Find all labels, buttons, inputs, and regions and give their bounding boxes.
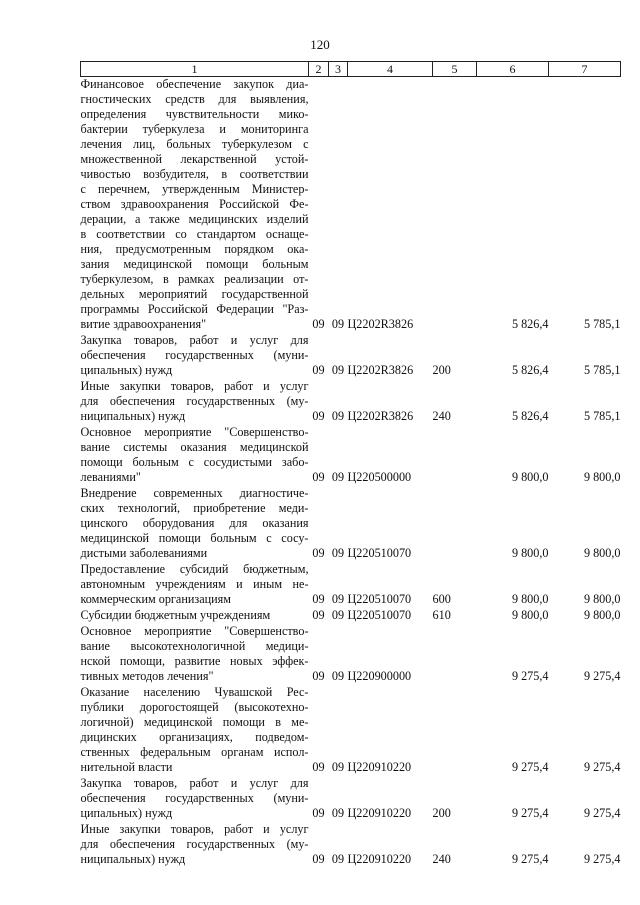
row-amount-2: 9 275,4 (583, 760, 621, 774)
row-name (81, 624, 309, 685)
row-expense-type: 240 (432, 852, 451, 866)
row-subsection: 09 (331, 852, 345, 866)
column-header-5: 5 (433, 62, 477, 77)
row-name-line: медицинской помощи больным с сосу- (80, 531, 309, 545)
row-amount-1: 9 275,4 (511, 852, 549, 866)
column-header-7: 7 (549, 62, 621, 77)
row-target-article: Ц2202R3826 (347, 363, 414, 377)
row-subsection: 09 (331, 760, 345, 774)
row-name-line: с перечнем, утвержденным Министер- (80, 182, 309, 196)
row-name-line: для обеспечения государственных (му- (80, 837, 309, 851)
row-section: 09 (312, 806, 325, 820)
row-name-line: тивных методов лечения" (80, 669, 214, 683)
row-name-line: Основное мероприятие "Совершенство- (80, 624, 309, 638)
row-target-article: Ц220510070 (347, 608, 412, 622)
row-expense-type (433, 685, 477, 776)
column-header-2: 2 (309, 62, 329, 77)
row-target-article: Ц220500000 (347, 470, 412, 484)
page-number: 120 (310, 37, 330, 52)
row-name-line: дицинских организациях, подведом- (80, 730, 309, 744)
row-name (81, 77, 309, 334)
row-name-line: Внедрение современных диагностиче- (80, 486, 309, 500)
row-amount-1: 5 826,4 (511, 363, 549, 377)
table-row (81, 562, 621, 608)
row-subsection: 09 (331, 608, 345, 622)
row-subsection: 09 (331, 546, 345, 560)
table-row (81, 77, 621, 334)
row-name-line: логичной) медицинской помощи в ме- (80, 715, 309, 729)
row-name-line: коммерческим организациям (80, 592, 231, 606)
row-amount-1: 9 275,4 (511, 760, 549, 774)
row-name (81, 685, 309, 776)
row-name-line: помощи больным с сосудистыми забо- (80, 455, 309, 469)
row-name (81, 333, 309, 379)
row-amount-2: 9 275,4 (583, 852, 621, 866)
row-name (81, 379, 309, 425)
row-name-line: Финансовое обеспечение закупок диа- (80, 77, 309, 91)
row-name-line: Закупка товаров, работ и услуг для (80, 776, 309, 790)
row-name (81, 486, 309, 562)
row-expense-type: 200 (432, 806, 451, 820)
row-subsection: 09 (331, 470, 345, 484)
row-name-line: ния, предусмотренным порядком ока- (80, 242, 309, 256)
row-name-line: дельных мероприятий государственной (80, 287, 309, 301)
row-name (81, 822, 309, 868)
row-name-line: вание высокотехнологичной медици- (80, 639, 309, 653)
row-name-line: ниципальных) нужд (80, 852, 186, 866)
table-row (81, 608, 621, 624)
row-section: 09 (312, 470, 325, 484)
column-header-4: 4 (348, 62, 433, 77)
row-amount-1: 5 826,4 (511, 317, 549, 331)
row-expense-type: 200 (432, 363, 451, 377)
row-subsection: 09 (331, 669, 345, 683)
table-row (81, 776, 621, 822)
row-name-line: Закупка товаров, работ и услуг для (80, 333, 309, 347)
row-name-line: ниципальных) нужд (80, 409, 186, 423)
column-header-3: 3 (329, 62, 348, 77)
row-subsection: 09 (331, 592, 345, 606)
table-row (81, 379, 621, 425)
column-header-row (81, 62, 621, 77)
row-amount-2: 5 785,1 (583, 409, 621, 423)
row-name-line: ственных федеральным органам испол- (80, 745, 309, 759)
row-target-article: Ц220900000 (347, 669, 412, 683)
row-name-line: в соответствии со стандартом оснаще- (80, 227, 309, 241)
row-section: 09 (312, 363, 325, 377)
row-amount-1: 9 800,0 (511, 608, 549, 622)
row-target-article: Ц220910220 (347, 806, 412, 820)
row-name-line: чивостью возбудителя, в соответствии (80, 167, 309, 181)
row-expense-type (433, 486, 477, 562)
table-row (81, 425, 621, 486)
row-amount-2: 5 785,1 (583, 363, 621, 377)
row-section: 09 (312, 592, 325, 606)
row-amount-2: 9 800,0 (583, 546, 621, 560)
row-section: 09 (312, 608, 325, 622)
row-amount-1: 9 275,4 (511, 669, 549, 683)
row-name-line: гностических средств для выявления, (80, 92, 309, 106)
row-subsection: 09 (331, 363, 345, 377)
row-section: 09 (312, 760, 325, 774)
row-target-article: Ц2202R3826 (347, 409, 414, 423)
row-name (81, 425, 309, 486)
row-section: 09 (312, 317, 325, 331)
row-amount-1: 9 800,0 (511, 592, 549, 606)
row-name-line: лечения лиц, больных туберкулезом с (80, 137, 309, 151)
row-subsection: 09 (331, 317, 345, 331)
row-subsection: 09 (331, 806, 345, 820)
row-name-line: витие здравоохранения" (80, 317, 207, 331)
row-name-line: программы Российской Федерации "Раз- (80, 302, 309, 316)
row-name-line: дерации, а также медицинских изделий (80, 212, 309, 226)
row-name-line: нской помощи, развитие новых эффек- (80, 654, 309, 668)
row-subsection: 09 (331, 409, 345, 423)
row-amount-2: 9 800,0 (583, 470, 621, 484)
row-name-line: публики дорогостоящей (высокотехно- (80, 700, 309, 714)
row-name-line: Предоставление субсидий бюджетным, (80, 562, 309, 576)
row-target-article: Ц220910220 (347, 760, 412, 774)
row-expense-type (433, 77, 477, 334)
row-name-line: для обеспечения государственных (му- (80, 394, 309, 408)
table-body (81, 77, 621, 869)
row-amount-2: 9 275,4 (583, 806, 621, 820)
table-row (81, 685, 621, 776)
row-name-line: Основное мероприятие "Совершенство- (80, 425, 309, 439)
row-name-line: определения чувствительности мико- (80, 107, 309, 121)
row-name-line: автономным учреждениям и иным не- (80, 577, 309, 591)
row-name (81, 776, 309, 822)
row-name-line: ских технологий, приобретение меди- (80, 501, 309, 515)
row-target-article: Ц220510070 (347, 546, 412, 560)
row-name-line: цинского оборудования для оказания (80, 516, 309, 530)
row-section: 09 (312, 852, 325, 866)
row-amount-2: 9 800,0 (583, 608, 621, 622)
row-amount-2: 9 275,4 (583, 669, 621, 683)
table-row (81, 624, 621, 685)
row-target-article: Ц220510070 (347, 592, 412, 606)
column-header-6: 6 (477, 62, 549, 77)
row-name-line: леваниями" (80, 470, 141, 484)
table-row (81, 822, 621, 868)
row-amount-1: 9 800,0 (511, 470, 549, 484)
row-name-line: бактерии туберкулеза и мониторинга (80, 122, 309, 136)
row-amount-2: 5 785,1 (583, 317, 621, 331)
row-name-line: Субсидии бюджетным учреждениям (80, 608, 271, 622)
row-name-line: туберкулезом, в рамках реализации от- (80, 272, 309, 286)
row-name-line: вание системы оказания медицинской (80, 440, 309, 454)
row-section: 09 (312, 546, 325, 560)
row-amount-1: 9 800,0 (511, 546, 549, 560)
row-expense-type: 600 (432, 592, 451, 606)
row-amount-1: 5 826,4 (511, 409, 549, 423)
row-name-line: дистыми заболеваниями (80, 546, 208, 560)
row-name-line: обеспечения государственных (муни- (80, 791, 309, 805)
row-name-line: ципальных) нужд (80, 806, 173, 820)
row-section: 09 (312, 669, 325, 683)
row-section: 09 (312, 409, 325, 423)
row-name-line: ством здравоохранения Российской Фе- (80, 197, 309, 211)
row-target-article: Ц2202R3826 (347, 317, 414, 331)
row-amount-2: 9 800,0 (583, 592, 621, 606)
budget-table (80, 61, 621, 868)
row-name-line: Иные закупки товаров, работ и услуг (80, 822, 309, 836)
row-expense-type (433, 425, 477, 486)
row-name (81, 608, 309, 624)
row-name (81, 562, 309, 608)
row-expense-type: 610 (432, 608, 451, 622)
table-row (81, 333, 621, 379)
row-expense-type (433, 624, 477, 685)
row-name-line: Иные закупки товаров, работ и услуг (80, 379, 309, 393)
column-header-1: 1 (81, 62, 309, 77)
row-name-line: обеспечения государственных (муни- (80, 348, 309, 362)
row-name-line: ципальных) нужд (80, 363, 173, 377)
row-name-line: множественной лекарственной устой- (80, 152, 309, 166)
row-amount-1: 9 275,4 (511, 806, 549, 820)
row-name-line: Оказание населению Чувашской Рес- (80, 685, 309, 699)
table-row (81, 486, 621, 562)
row-target-article: Ц220910220 (347, 852, 412, 866)
row-expense-type: 240 (432, 409, 451, 423)
row-name-line: нительной власти (80, 760, 173, 774)
row-name-line: зания медицинской помощи больным (80, 257, 309, 271)
